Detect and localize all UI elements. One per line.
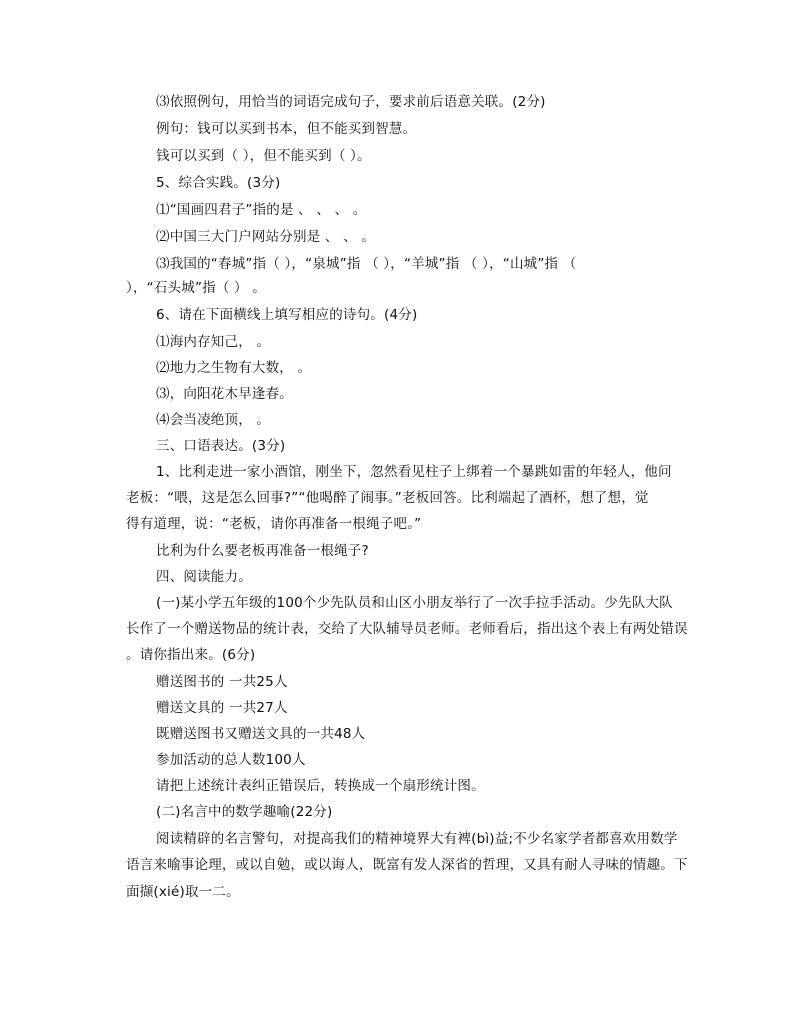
text-line: ⑷会当凌绝顶， 。 (156, 412, 271, 428)
text-line: 5、综合实践。(3分) (156, 175, 281, 191)
text-line: 阅读精辟的名言警句，对提高我们的精神境界大有裨(bì)益;不少名家学者都喜欢用数学 (156, 831, 678, 847)
text-line: 。请你指出来。(6分) (126, 647, 256, 663)
text-line: 赠送文具的 一共27人 (156, 700, 288, 716)
text-line: 得有道理，说：“老板，请你再准备一根绳子吧。” (126, 516, 422, 532)
text-line: 老板：“喂，这是怎么回事?”“他喝醉了闹事。”老板回答。比利端起了酒杯，想了想，觉 (126, 490, 649, 506)
text-line: (一)某小学五年级的100个少先队员和山区小朋友举行了一次手拉手活动。少先队大队 (156, 595, 673, 611)
text-line: 比利为什么要老板再准备一根绳子? (156, 543, 369, 559)
text-line: ⑴海内存知己， 。 (156, 334, 271, 350)
text-line: ⑶依照例句，用恰当的词语完成句子，要求前后语意关联。(2分) (156, 94, 546, 110)
text-line: 参加活动的总人数100人 (156, 752, 306, 768)
text-line: 1、比利走进一家小酒馆，刚坐下，忽然看见柱子上绑着一个暴跳如雷的年轻人，他问 (156, 464, 672, 480)
text-line: ⑴“国画四君子”指的是 、 、 、 。 (156, 202, 367, 218)
text-line: 请把上述统计表纠正错误后，转换成一个扇形统计图。 (156, 778, 485, 794)
text-line: (二)名言中的数学趣喻(22分) (156, 804, 333, 820)
text-line: 语言来喻事论理，或以自勉，或以诲人，既富有发人深省的哲理，又具有耐人寻味的情趣。下 (126, 857, 688, 873)
text-line: ⑵中国三大门户网站分别是 、 、 。 (156, 229, 375, 245)
text-line: 长作了一个赠送物品的统计表，交给了大队辅导员老师。老师看后，指出这个表上有两处错误 (126, 621, 688, 637)
text-line: ⑶我国的“春城”指（ ），“泉城”指 （ ），“羊城”指 （ ），“山城”指 （ (156, 256, 577, 272)
text-line: ⑶，向阳花木早逢春。 (156, 386, 293, 402)
text-line: ⑵地力之生物有大数， 。 (156, 360, 312, 376)
text-line: 四、阅读能力。 (156, 569, 252, 585)
text-line: 既赠送图书又赠送文具的一共48人 (156, 726, 366, 742)
text-line: 6、请在下面横线上填写相应的诗句。(4分) (156, 307, 418, 323)
text-line: 三、口语表达。(3分) (156, 438, 286, 454)
text-line: ），“石头城”指（ ） 。 (126, 280, 266, 296)
text-line: 钱可以买到（ ），但不能买到（ ）。 (156, 148, 371, 164)
text-line: 面撷(xié)取一二。 (126, 884, 240, 900)
text-line: 赠送图书的 一共25人 (156, 674, 288, 690)
text-line: 例句：钱可以买到书本，但不能买到智慧。 (156, 121, 417, 137)
